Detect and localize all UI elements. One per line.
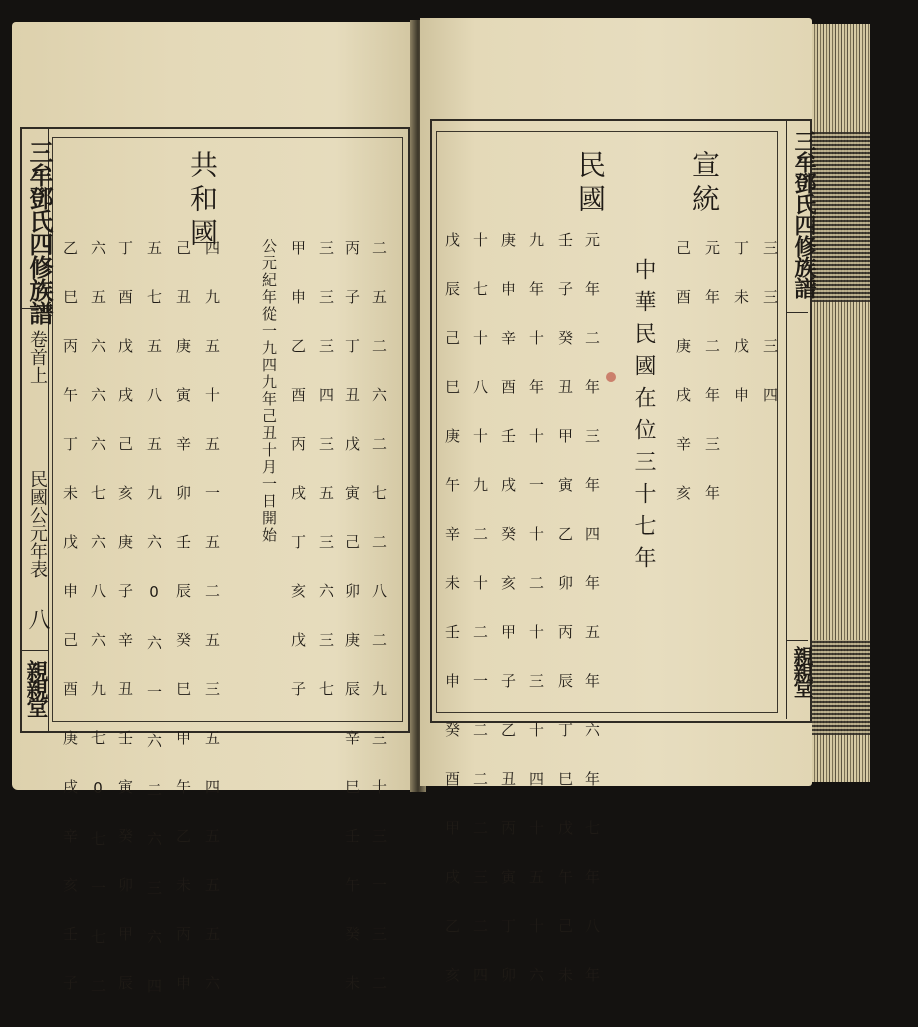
- xuantong-col-2: 丁未戊申: [732, 240, 750, 436]
- heading-gonghe: 共和國: [186, 150, 219, 252]
- right-spine-divider: [786, 121, 787, 719]
- left-spine-title: 三牟鄧氏四修族譜: [25, 140, 53, 324]
- left-col-8: 丁酉戊戌己亥庚子辛丑壬寅癸卯甲辰: [116, 240, 134, 1024]
- left-spine-volume: 卷首上: [27, 330, 48, 384]
- left-spine-hall: 親親堂: [23, 660, 48, 714]
- heading-xuantong: 宣統: [688, 150, 721, 218]
- right-note-republic: 中華民國在位三十七年: [631, 258, 656, 578]
- xuantong-col-1: 三三三四: [761, 240, 779, 436]
- red-seal-mark: [606, 372, 616, 382]
- left-spine-page: 八: [25, 608, 50, 630]
- minguo-col-1: 元年二年三年四年五年六年七年八年: [583, 232, 601, 1016]
- minguo-col-4: 庚申辛酉壬戌癸亥甲子乙丑丙寅丁卯: [499, 232, 517, 1016]
- left-col-10: 乙巳丙午丁未戊申己酉庚戌辛亥壬子: [61, 240, 79, 1024]
- minguo-col-3: 九年十年十一十二十三十四十五十六: [527, 232, 545, 1016]
- xuantong-col-3: 元年二年三年: [703, 240, 721, 534]
- xuantong-col-4: 己酉庚戌辛亥: [674, 240, 692, 534]
- left-col-1: 二五二六二七二八二九三十三一三二: [370, 240, 388, 1024]
- left-col-5: 四九五十五一五二五三五四五五五六: [203, 240, 221, 1024]
- left-col-7: 五七五八五九六0六一六二六三六四: [145, 240, 163, 1027]
- left-spine-section: 民國公元年表: [27, 470, 48, 578]
- minguo-col-2: 壬子癸丑甲寅乙卯丙辰丁巳戊午己未: [556, 232, 574, 1016]
- left-col-6: 己丑庚寅辛卯壬辰癸巳甲午乙未丙申: [174, 240, 192, 1024]
- left-col-4: 甲申乙酉丙戌丁亥戊子: [289, 240, 307, 730]
- heading-minguo: 民國: [574, 150, 607, 218]
- right-spine-title: 三牟鄧氏四修族譜: [791, 130, 816, 298]
- left-col-2: 丙子丁丑戊寅己卯庚辰辛巳壬午癸未: [343, 240, 361, 1024]
- minguo-col-6: 戊辰己巳庚午辛未壬申癸酉甲戌乙亥: [443, 232, 461, 1016]
- right-spine-hall: 親親堂: [790, 646, 814, 694]
- left-note-ce-epoch: 公元紀年從一九四九年己丑十月一日開始: [260, 238, 278, 544]
- minguo-col-5: 十七十八十九二十二一二二二三二四: [471, 232, 489, 1016]
- left-col-3: 三三三四三五三六三七: [317, 240, 335, 730]
- left-col-9: 六五六六六七六八六九七0七一七二: [89, 240, 107, 1027]
